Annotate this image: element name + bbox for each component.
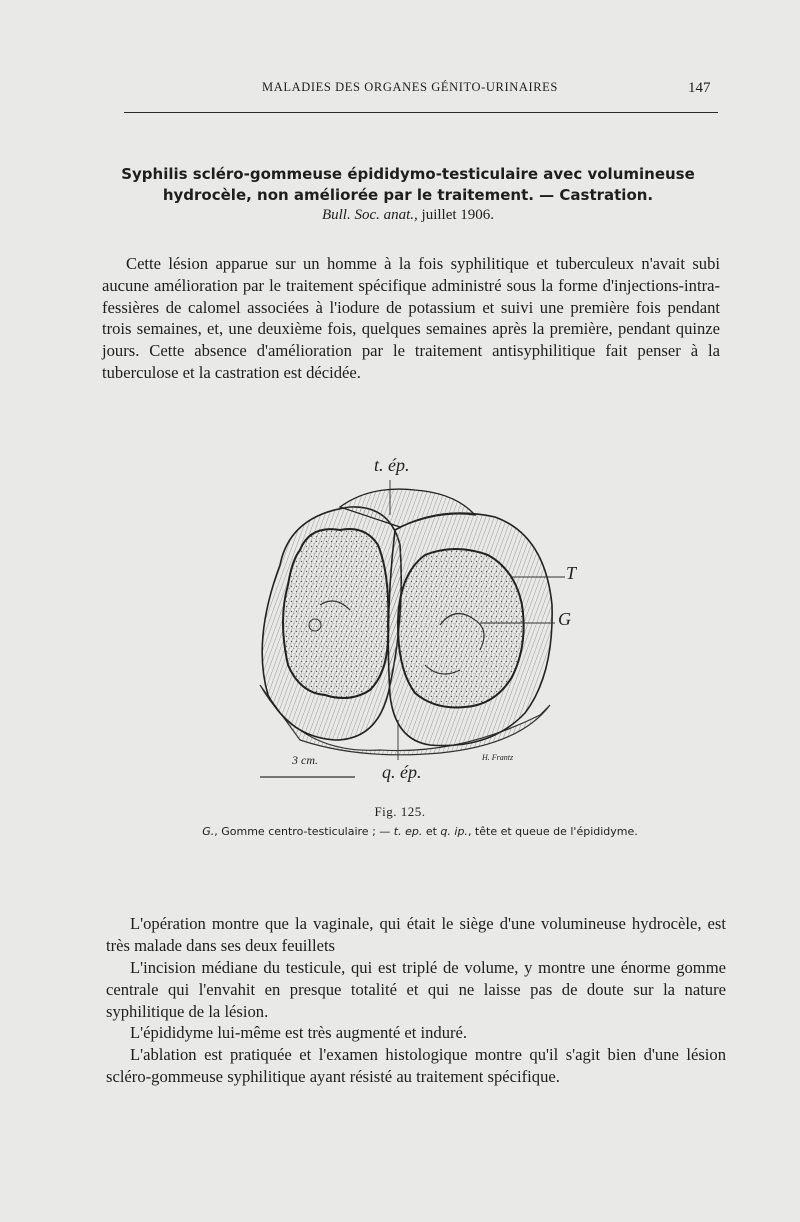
caption-qip: q. ip. (440, 825, 468, 838)
section-title (108, 164, 708, 206)
caption-text: , Gomme centro-testiculaire ; — (214, 825, 394, 838)
label-gomme: G (558, 609, 571, 629)
paragraph-2-text: L'incision médiane du testicule, qui est triplé de volume, y montre une énorme gomme centrale qui l'envahit en presque totalité et qui ne laisse pas de doute sur la nature syphilitique de la lésion. (106, 958, 726, 1021)
label-queue-epididyme: q. ép. (382, 762, 422, 782)
artist-signature: H. Frantz (482, 753, 514, 762)
citation-source: Bull. Soc. anat., (321, 207, 418, 223)
label-tete-epididyme: t. ép. (374, 455, 410, 475)
citation-date: juillet 1906. (417, 207, 495, 223)
caption-end: , tête et queue de l'épididyme. (467, 825, 638, 838)
figure-number: Fig. 125. (374, 804, 426, 819)
caption-g: G. (202, 825, 215, 838)
paragraph-2 (106, 957, 726, 1022)
header-rule (124, 112, 718, 113)
figure-caption (160, 825, 680, 838)
page-number: 147 (688, 80, 711, 96)
paragraph-intro-text: Cette lésion apparue sur un homme à la fois syphilitique et tuberculeux n'avait subi aucune amélioration par le traitement spécifique administré sous la forme d'injections-intra-fessières de calomel associées à l'iodure de potassium et suivi une première fois pendant trois semaines, et, une deuxième fois, quelques semaines après la première, pendant quinze jours. Cette absence d'amélioration par le traitement antisyphilitique fait penser à la tuberculose et la castration est décidée. (102, 254, 720, 382)
paragraph-1 (106, 913, 726, 957)
caption-et: et (422, 825, 441, 838)
label-testicule: T (566, 563, 577, 583)
paragraph-4 (106, 1044, 726, 1088)
section-title-line-1: Syphilis scléro-gommeuse épididymo-testiculaire avec volumineuse (121, 165, 695, 183)
paragraph-intro (102, 253, 720, 384)
section-title-line-2: hydrocèle, non améliorée par le traitement. — Castration. (162, 186, 654, 204)
paragraph-4-text: L'ablation est pratiquée et l'examen histologique montre qu'il s'agit bien d'une lésion scléro-gommeuse syphilitique ayant résisté au traitement spécifique. (106, 1045, 726, 1086)
scale-label: 3 cm. (292, 753, 318, 767)
paragraph-3-text: L'épididyme lui-même est très augmenté et induré. (130, 1023, 468, 1042)
citation (108, 207, 708, 224)
paragraph-1-text: L'opération montre que la vaginale, qui était le siège d'une volumineuse hydrocèle, est très malade dans ses deux feuillets (106, 914, 726, 955)
testicle-section-illustration (240, 455, 585, 795)
paragraph-3 (106, 1022, 726, 1044)
caption-tep: t. ep. (393, 825, 423, 838)
figure-125 (240, 455, 585, 795)
running-head: MALADIES DES ORGANES GÉNITO-URINAIRES (262, 80, 558, 94)
